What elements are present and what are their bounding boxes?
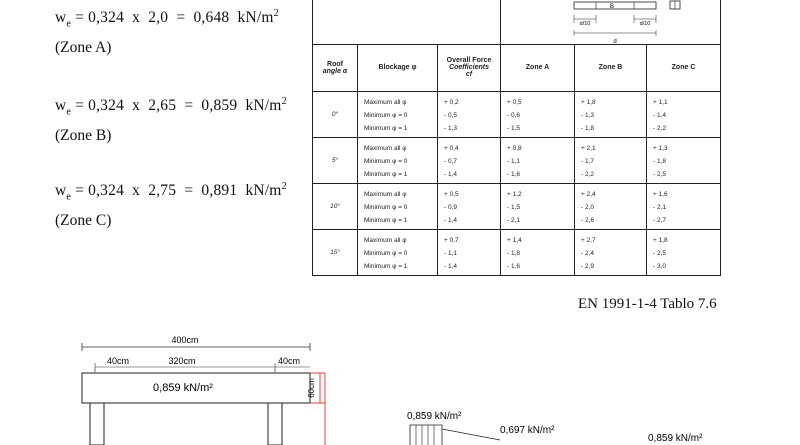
table-row [313,137,721,183]
load-right-label: 0,859 kN/m² [648,433,703,444]
table-row [313,183,721,229]
zone-layout-sketch [501,0,721,44]
zone-b-cell: + 1,8 - 1,3 - 1,8 [575,91,647,137]
zone-b-cell: + 2,4 - 2,0 - 2,6 [575,183,647,229]
angle-cell: 5° [313,137,358,183]
zone-c-cell: + 1,1 - 1,4 - 2,2 [647,91,721,137]
header-overall-force: Overall Force Coefficients cf [438,44,501,91]
zone-a-cell: + 0,5 - 0,6 - 1,5 [501,91,575,137]
header-zone-b: Zone B [575,44,647,91]
formula-zone-a: $w_e = 0,324$ x 2,0 = 0,648 $kN/m^2$ [55,8,279,30]
blockage-cell: Maximum all φ Minimum φ = 0 Minimum φ = 1 [358,137,438,183]
label-d10-left: d/10 [579,21,591,27]
zone-b-cell: + 2,7 - 2,4 - 2,9 [575,229,647,275]
load-distribution-diagram [380,400,800,445]
zone-a-cell: + 1,4 - 1,8 - 1,6 [501,229,575,275]
zone-a-label: (Zone A) [55,39,112,56]
formula-zone-c: $w_e = 0,324$ x 2,75 = 0,891 $kN/m^2$ [55,181,287,203]
label-d: d [613,39,617,44]
table-caption: EN 1991-1-4 Tablo 7.6 [578,296,717,312]
angle-cell: 10° [313,183,358,229]
blockage-cell: Maximum all φ Minimum φ = 0 Minimum φ = 1 [358,183,438,229]
force-coefficient-table [312,0,720,277]
zone-b-cell: + 2,1 - 1,7 - 2,2 [575,137,647,183]
blockage-cell: Maximum all φ Minimum φ = 0 Minimum φ = 1 [358,91,438,137]
dim-left-edge: 40cm [106,356,130,366]
cf-cell: + 0,5 - 0,9 - 1,4 [438,183,501,229]
label-b: B [610,4,615,10]
cf-cell: + 0,7 - 1,1 - 1,4 [438,229,501,275]
dim-total-width: 400cm [171,335,199,345]
zone-c-cell: + 1,6 - 2,1 - 2,7 [647,183,721,229]
label-d10-right: d/10 [639,21,651,27]
zone-c-cell: + 1,8 - 2,5 - 3,0 [647,229,721,275]
zone-a-cell: + 0,8 - 1,1 - 1,6 [501,137,575,183]
header-roof-angle: Roof angle α [313,44,358,91]
zone-c-cell: + 1,3 - 1,8 - 2,5 [647,137,721,183]
formula-zone-b: $w_e = 0,324$ x 2,65 = 0,859 $kN/m^2$ [55,96,287,118]
header-zone-c: Zone C [647,44,721,91]
angle-cell: 15° [313,229,358,275]
header-blockage: Blockage φ [358,44,438,91]
blockage-cell: Maximum all φ Minimum φ = 0 Minimum φ = 1 [358,229,438,275]
table-header-row [313,44,721,91]
cf-cell: + 0,4 - 0,7 - 1,4 [438,137,501,183]
zone-b-label: (Zone B) [55,127,112,144]
table-row [313,229,721,275]
dim-middle: 320cm [168,356,196,366]
load-left-label: 0,859 kN/m² [407,411,462,422]
load-mid-label: 0,697 kN/m² [500,425,555,436]
cf-cell: + 0,2 - 0,5 - 1,3 [438,91,501,137]
zone-a-cell: + 1,2 - 1,5 - 2,1 [501,183,575,229]
zone-c-label: (Zone C) [55,212,112,229]
dim-right-edge: 40cm [277,356,301,366]
table-row [313,91,721,137]
canopy-section-diagram [0,325,360,445]
dim-height: 60cm [307,378,316,398]
beam-load-label: 0,859 kN/m² [153,382,213,394]
table-top-row [313,0,721,44]
angle-cell: 0° [313,91,358,137]
header-zone-a: Zone A [501,44,575,91]
